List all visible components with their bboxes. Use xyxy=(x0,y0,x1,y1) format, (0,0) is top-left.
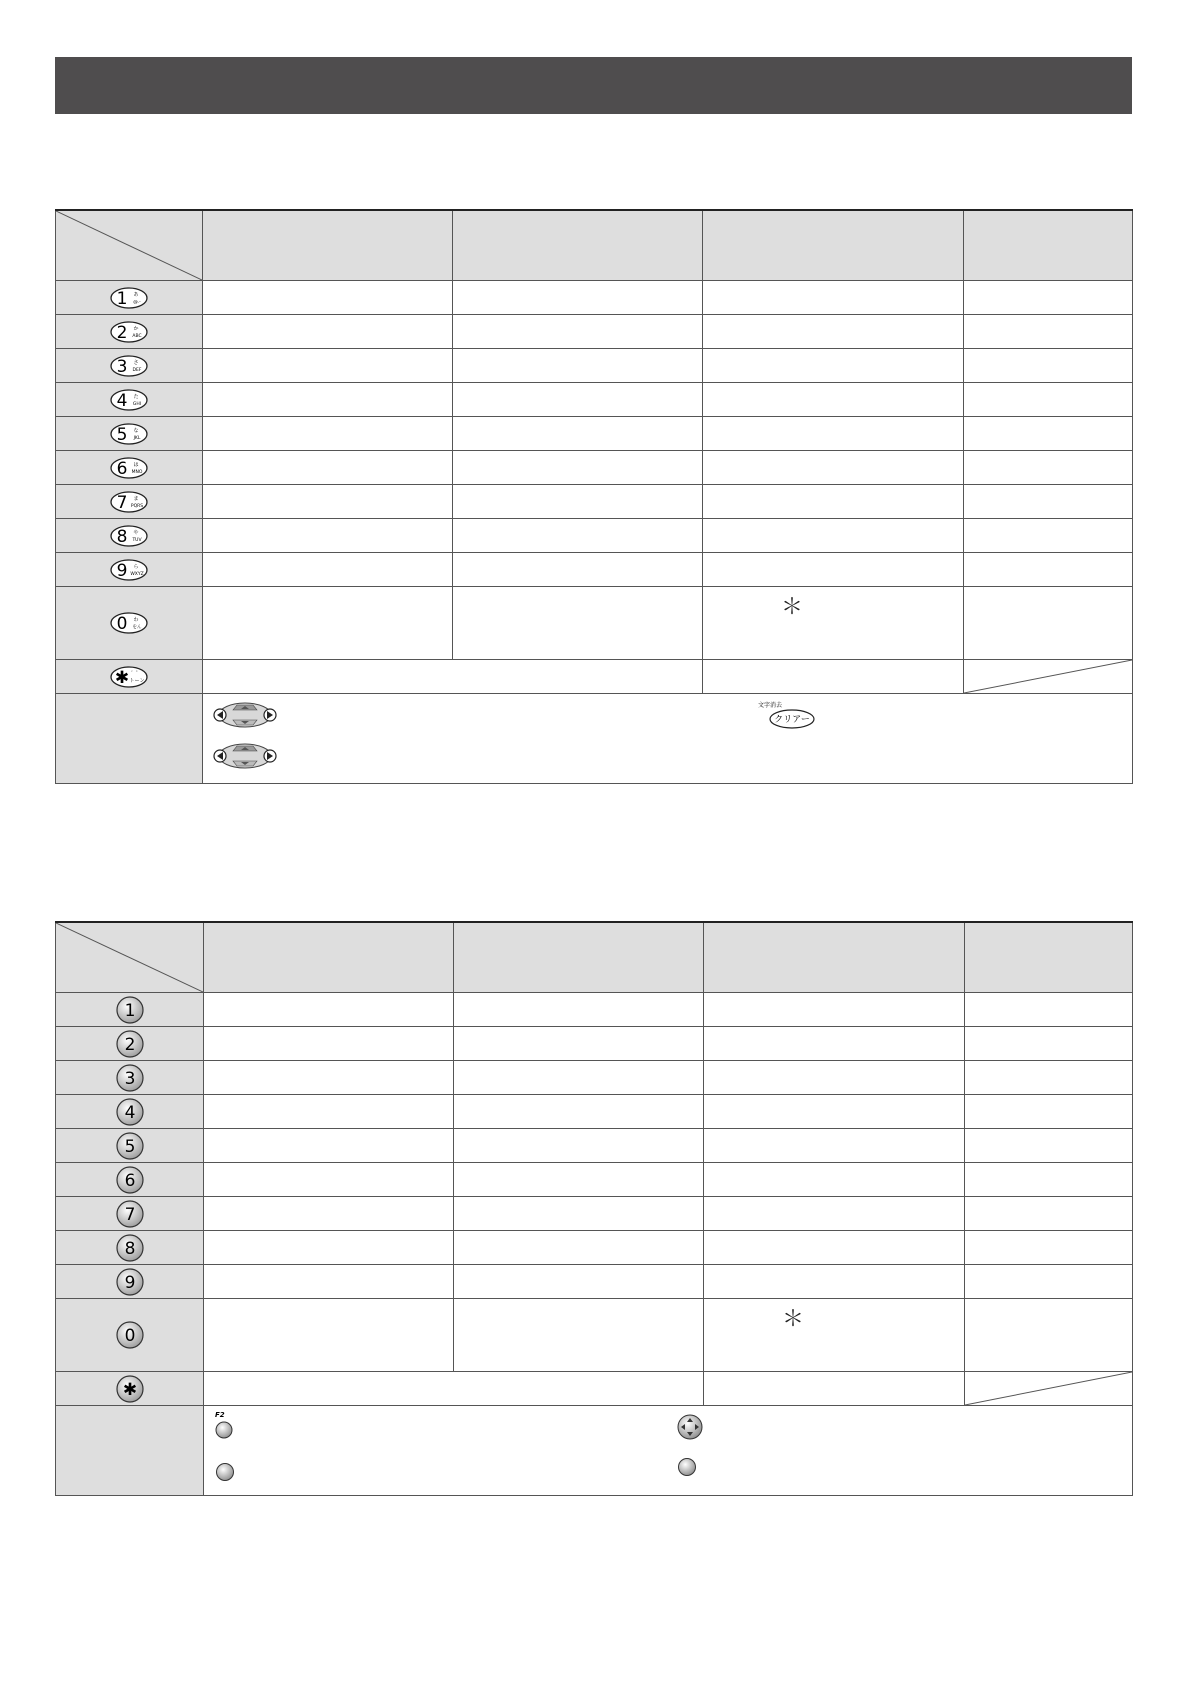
round-button-icon xyxy=(676,1456,698,1478)
cell xyxy=(964,451,1133,485)
key-5-round-icon xyxy=(114,1131,146,1161)
header-cell xyxy=(204,922,454,993)
svg-text:3: 3 xyxy=(124,1068,135,1089)
footer-content-cell xyxy=(203,694,1133,784)
svg-text:5: 5 xyxy=(124,1136,135,1157)
cell xyxy=(704,1095,965,1129)
table-row xyxy=(56,1163,1133,1197)
cell xyxy=(964,485,1133,519)
header-cell xyxy=(453,210,703,281)
svg-text:1: 1 xyxy=(116,288,128,309)
svg-text:8: 8 xyxy=(116,526,128,547)
key-9-round-icon xyxy=(114,1267,146,1297)
key-4-round-icon xyxy=(114,1097,146,1127)
asterisk-symbol: ＊ xyxy=(782,1307,805,1332)
svg-text:をん: をん xyxy=(132,625,142,630)
cell xyxy=(454,1299,704,1372)
cell xyxy=(454,1129,704,1163)
key-cell xyxy=(56,1163,204,1197)
cell xyxy=(454,993,704,1027)
svg-text:GHI: GHI xyxy=(132,401,142,407)
dpad-left-right-icon xyxy=(213,700,277,730)
cell xyxy=(203,519,453,553)
svg-text:8: 8 xyxy=(124,1238,135,1259)
cell xyxy=(453,383,703,417)
cell xyxy=(704,1372,965,1406)
header-cell xyxy=(454,922,704,993)
star-key-cell xyxy=(56,1372,204,1406)
corner-cell xyxy=(56,210,203,281)
cell xyxy=(965,1095,1133,1129)
cell xyxy=(703,587,964,660)
cell xyxy=(703,315,964,349)
cell xyxy=(204,1061,454,1095)
table-row xyxy=(56,1197,1133,1231)
key-cell xyxy=(56,383,203,417)
cell xyxy=(203,553,453,587)
key-1-round-icon xyxy=(114,995,146,1025)
cell xyxy=(704,1129,965,1163)
svg-text:7: 7 xyxy=(124,1204,135,1225)
key-cell xyxy=(56,553,203,587)
svg-text:トーン: トーン xyxy=(129,677,145,684)
cell xyxy=(703,451,964,485)
svg-text:4: 4 xyxy=(124,1102,135,1123)
svg-text:クリアー: クリアー xyxy=(774,715,810,725)
svg-text:DEF: DEF xyxy=(132,367,142,373)
clear-key-icon xyxy=(748,700,818,730)
table-row xyxy=(56,1061,1133,1095)
slash-cell xyxy=(964,660,1133,694)
key-cell xyxy=(56,519,203,553)
cell xyxy=(704,1299,965,1372)
svg-text:✱: ✱ xyxy=(122,1379,137,1400)
svg-text:あ: あ xyxy=(133,291,139,298)
cell xyxy=(964,315,1133,349)
svg-text:PQRS: PQRS xyxy=(130,503,144,509)
svg-text:0: 0 xyxy=(124,1326,135,1346)
table-row xyxy=(56,553,1133,587)
svg-text:は: は xyxy=(133,461,139,468)
key-6-icon xyxy=(109,456,149,480)
key-2-icon xyxy=(109,320,149,344)
cell xyxy=(203,417,453,451)
cell xyxy=(453,451,703,485)
round-button xyxy=(214,1461,236,1487)
key-cell xyxy=(56,451,203,485)
cell xyxy=(965,1265,1133,1299)
table-header-row xyxy=(56,922,1133,993)
table-row xyxy=(56,1231,1133,1265)
svg-text:ま: ま xyxy=(133,495,139,502)
cell xyxy=(204,1372,704,1406)
table-row xyxy=(56,383,1133,417)
key-cell xyxy=(56,349,203,383)
slash-cell xyxy=(965,1372,1133,1406)
svg-text:✱: ✱ xyxy=(114,667,130,688)
key-input-table-2 xyxy=(55,921,1133,1496)
cell xyxy=(453,485,703,519)
cell xyxy=(964,519,1133,553)
key-3-round-icon xyxy=(114,1063,146,1093)
cell xyxy=(704,993,965,1027)
key-5-icon xyxy=(109,422,149,446)
svg-text:か: か xyxy=(133,325,139,332)
cell xyxy=(454,1061,704,1095)
cell xyxy=(704,1061,965,1095)
footer-content-cell xyxy=(204,1406,1133,1496)
key-7-round-icon xyxy=(114,1199,146,1229)
svg-text:MNO: MNO xyxy=(131,469,143,475)
table-row xyxy=(56,349,1133,383)
key-cell xyxy=(56,485,203,519)
cell xyxy=(204,1299,454,1372)
header-cell xyxy=(964,210,1133,281)
corner-cell xyxy=(56,922,204,993)
cell xyxy=(203,281,453,315)
cell xyxy=(965,1197,1133,1231)
svg-text:5: 5 xyxy=(116,424,128,445)
cell xyxy=(454,1197,704,1231)
cell xyxy=(964,281,1133,315)
key-cell xyxy=(56,1231,204,1265)
table-row xyxy=(56,1299,1133,1372)
svg-text:7: 7 xyxy=(116,492,128,513)
cell xyxy=(204,1265,454,1299)
cell xyxy=(203,485,453,519)
key-2-round-icon xyxy=(114,1029,146,1059)
svg-text:4: 4 xyxy=(116,390,128,411)
table-row xyxy=(56,451,1133,485)
key-cell xyxy=(56,1265,204,1299)
cell xyxy=(964,417,1133,451)
round-dpad xyxy=(676,1413,704,1445)
table-row-star xyxy=(56,1372,1133,1406)
cell xyxy=(453,417,703,451)
cell xyxy=(704,1163,965,1197)
table-row xyxy=(56,281,1133,315)
cell xyxy=(204,993,454,1027)
svg-text:な: な xyxy=(133,427,139,434)
key-6-round-icon xyxy=(114,1165,146,1195)
f2-button-icon xyxy=(214,1410,236,1440)
cell xyxy=(703,519,964,553)
header-cell xyxy=(203,210,453,281)
svg-text:や: や xyxy=(133,529,139,536)
cell xyxy=(454,1163,704,1197)
cell xyxy=(965,1027,1133,1061)
cell xyxy=(965,1299,1133,1372)
cell xyxy=(203,451,453,485)
cell xyxy=(965,1163,1133,1197)
key-8-round-icon xyxy=(114,1233,146,1263)
key-cell xyxy=(56,281,203,315)
cell xyxy=(203,315,453,349)
cell xyxy=(203,349,453,383)
star-key-round-icon xyxy=(114,1374,146,1404)
f2-button xyxy=(214,1410,236,1444)
key-cell xyxy=(56,315,203,349)
cell xyxy=(453,553,703,587)
table-header-row xyxy=(56,210,1133,281)
key-cell xyxy=(56,1129,204,1163)
cell xyxy=(703,383,964,417)
cell xyxy=(703,417,964,451)
svg-text:さ: さ xyxy=(133,359,139,366)
cell xyxy=(704,1265,965,1299)
table-footer-row xyxy=(56,1406,1133,1496)
key-9-icon xyxy=(109,558,149,582)
cell xyxy=(204,1129,454,1163)
svg-text:文字消去: 文字消去 xyxy=(758,702,783,709)
svg-text:TUV: TUV xyxy=(132,537,142,543)
cell xyxy=(703,281,964,315)
cell xyxy=(704,1197,965,1231)
dpad-left-right-icon xyxy=(213,741,277,771)
star-key-icon xyxy=(109,665,149,689)
round-button-2 xyxy=(676,1456,698,1482)
svg-text:9: 9 xyxy=(116,560,128,581)
asterisk-symbol: ＊ xyxy=(781,595,804,620)
header-cell xyxy=(704,922,965,993)
key-cell xyxy=(56,417,203,451)
svg-text:2: 2 xyxy=(116,322,128,343)
table-row xyxy=(56,315,1133,349)
svg-text:3: 3 xyxy=(116,356,128,377)
key-8-icon xyxy=(109,524,149,548)
cell xyxy=(454,1027,704,1061)
svg-text:@.-: @.- xyxy=(133,299,141,305)
cell xyxy=(964,587,1133,660)
clear-key xyxy=(748,700,818,734)
table-row xyxy=(56,1027,1133,1061)
header-cell xyxy=(965,922,1133,993)
table-row xyxy=(56,1129,1133,1163)
key-cell xyxy=(56,1197,204,1231)
key-0-round-icon xyxy=(114,1320,146,1350)
round-button-icon xyxy=(214,1461,236,1483)
round-dpad-icon xyxy=(676,1413,704,1441)
svg-text:F2: F2 xyxy=(215,1411,225,1419)
key-input-table-1 xyxy=(55,209,1133,784)
svg-text:2: 2 xyxy=(124,1034,135,1055)
cell xyxy=(965,1231,1133,1265)
table-row xyxy=(56,519,1133,553)
table-footer-row xyxy=(56,694,1133,784)
cell xyxy=(703,349,964,383)
cell xyxy=(964,553,1133,587)
table-row xyxy=(56,587,1133,660)
cell xyxy=(454,1265,704,1299)
table-row xyxy=(56,417,1133,451)
star-key-cell xyxy=(56,660,203,694)
header-cell xyxy=(703,210,964,281)
table-row xyxy=(56,485,1133,519)
svg-text:ら: ら xyxy=(133,563,139,570)
table-row xyxy=(56,1265,1133,1299)
section-header-bar xyxy=(55,57,1132,114)
cell xyxy=(203,660,703,694)
svg-text:た: た xyxy=(133,393,139,400)
cell xyxy=(453,519,703,553)
key-cell xyxy=(56,1095,204,1129)
key-cell xyxy=(56,1027,204,1061)
key-3-icon xyxy=(109,354,149,378)
cell xyxy=(964,383,1133,417)
key-4-icon xyxy=(109,388,149,412)
key-cell xyxy=(56,1299,204,1372)
cell xyxy=(454,1095,704,1129)
cell xyxy=(453,281,703,315)
table-row xyxy=(56,993,1133,1027)
key-0-icon xyxy=(109,611,149,635)
cell xyxy=(204,1027,454,1061)
cell xyxy=(204,1197,454,1231)
svg-text:6: 6 xyxy=(116,458,128,479)
key-cell xyxy=(56,993,204,1027)
cell xyxy=(703,660,964,694)
svg-text:0: 0 xyxy=(116,614,128,634)
svg-text:1: 1 xyxy=(124,1000,135,1021)
cell xyxy=(203,587,453,660)
cell xyxy=(965,1061,1133,1095)
cell xyxy=(704,1231,965,1265)
cell xyxy=(964,349,1133,383)
nav-key-1 xyxy=(213,700,277,730)
cell xyxy=(204,1095,454,1129)
key-1-icon xyxy=(109,286,149,310)
table-row xyxy=(56,1095,1133,1129)
key-7-icon xyxy=(109,490,149,514)
cell xyxy=(703,485,964,519)
cell xyxy=(454,1231,704,1265)
svg-text:6: 6 xyxy=(124,1170,135,1191)
svg-text:9: 9 xyxy=(124,1272,135,1293)
footer-label-cell xyxy=(56,694,203,784)
svg-text:わ: わ xyxy=(133,617,139,623)
cell xyxy=(453,315,703,349)
table-row-star xyxy=(56,660,1133,694)
key-cell xyxy=(56,587,203,660)
svg-text:JKL: JKL xyxy=(133,435,141,441)
cell xyxy=(965,993,1133,1027)
nav-key-2 xyxy=(213,741,277,771)
svg-text:WXYZ: WXYZ xyxy=(130,571,144,577)
footer-label-cell xyxy=(56,1406,204,1496)
cell xyxy=(203,383,453,417)
svg-text:ABC: ABC xyxy=(132,333,142,339)
cell xyxy=(453,587,703,660)
key-cell xyxy=(56,1061,204,1095)
cell xyxy=(204,1163,454,1197)
cell xyxy=(704,1027,965,1061)
cell xyxy=(204,1231,454,1265)
cell xyxy=(703,553,964,587)
cell xyxy=(453,349,703,383)
cell xyxy=(965,1129,1133,1163)
svg-text:゛゜: ゛゜ xyxy=(130,670,142,677)
